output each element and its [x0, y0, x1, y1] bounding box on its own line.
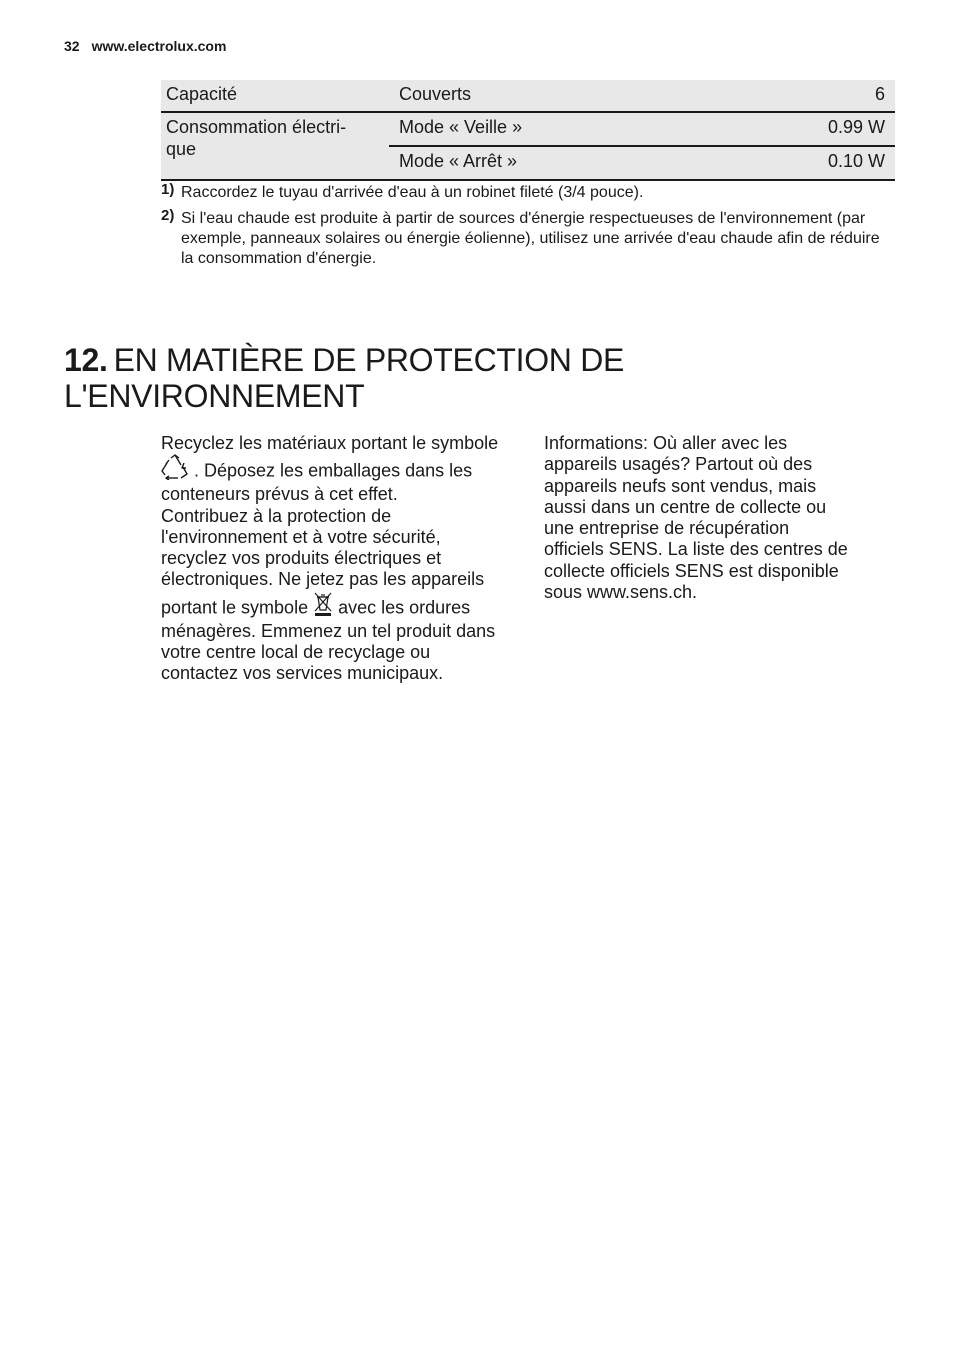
text-line: officiels SENS. La liste des centres de — [544, 539, 848, 560]
text-line: aussi dans un centre de collecte ou — [544, 496, 827, 517]
footnote — [161, 183, 891, 203]
body-column-left — [161, 433, 516, 685]
text-line — [161, 454, 516, 484]
text-line — [161, 591, 516, 621]
section-heading — [64, 342, 624, 414]
text-line: Contribuez à la protection de — [161, 505, 392, 526]
section-title-line2: L'ENVIRONNEMENT — [64, 378, 365, 414]
table-cell-value: 6 — [722, 80, 895, 112]
footnote-marker: 2) — [161, 207, 175, 224]
text-fragment: . Déposez les emballages dans les — [194, 460, 473, 481]
table-cell-value: 0.10 W — [722, 146, 895, 180]
text-line: l'environnement et à votre sécurité, — [161, 526, 441, 547]
table-cell-label: Consommation électri- que — [161, 112, 389, 180]
text-line: appareils usagés? Partout où des — [544, 454, 813, 475]
footnote-text: Si l'eau chaude est produite à partir de sources d'énergie respectueuses de l'environnement (par exemple, panneaux solaires ou énergie éolienne), utilisez une arrivée d'eau chaude afin de réduire la consommation d'énergie. — [181, 210, 880, 267]
text-line: Recyclez les matériaux portant le symbole — [161, 433, 499, 453]
text-line: conteneurs prévus à cet effet. — [161, 484, 398, 505]
text-line: une entreprise de récupération — [544, 518, 790, 539]
footnote — [161, 209, 891, 269]
table-cell-label: Capacité — [161, 80, 389, 112]
page-header — [64, 38, 226, 54]
table-row — [161, 112, 895, 146]
text-fragment: avec les ordures — [338, 597, 471, 618]
footnote-marker: 1) — [161, 181, 175, 198]
spec-table — [161, 80, 895, 181]
table-cell-sub: Couverts — [389, 80, 722, 112]
page-number: 32 — [64, 38, 80, 54]
text-line: contactez vos services municipaux. — [161, 663, 444, 684]
footnote-text: Raccordez le tuyau d'arrivée d'eau à un robinet fileté (3/4 pouce). — [181, 184, 644, 201]
text-line: Informations: Où aller avec les — [544, 433, 788, 453]
table-cell-sub: Mode « Veille » — [389, 112, 722, 146]
text-line: collecte officiels SENS est disponible — [544, 560, 839, 581]
table-row — [161, 80, 895, 112]
section-title-line1: EN MATIÈRE DE PROTECTION DE — [113, 342, 625, 378]
text-line: recyclez vos produits électriques et — [161, 548, 442, 569]
text-line: ménagères. Emmenez un tel produit dans — [161, 620, 496, 641]
table-cell-value: 0.99 W — [722, 112, 895, 146]
header-url[interactable]: www.electrolux.com — [91, 38, 227, 54]
section-number: 12. — [64, 342, 108, 378]
body-column-right — [544, 433, 874, 603]
text-line: sous www.sens.ch. — [544, 582, 698, 603]
text-line: électroniques. Ne jetez pas les appareils — [161, 569, 485, 590]
footnotes — [161, 183, 891, 275]
table-cell-sub: Mode « Arrêt » — [389, 146, 722, 180]
text-line: appareils neufs sont vendus, mais — [544, 475, 817, 496]
text-line: votre centre local de recyclage ou — [161, 642, 431, 663]
text-fragment: portant le symbole — [161, 597, 309, 618]
